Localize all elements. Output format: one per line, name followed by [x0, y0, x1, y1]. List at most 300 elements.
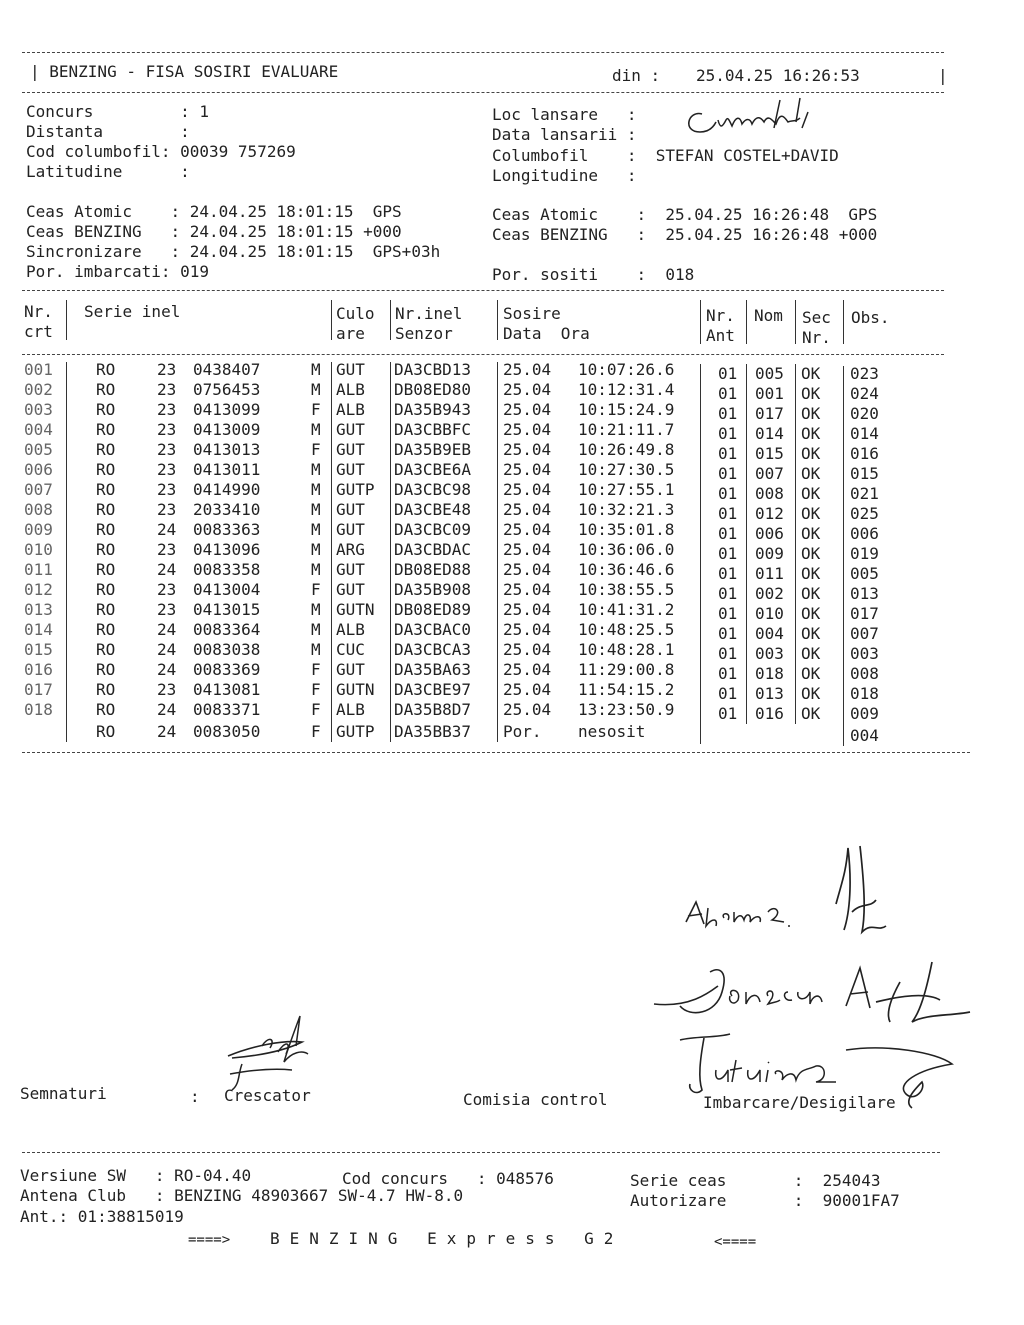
cell-nr: 012	[24, 580, 53, 599]
cell-ant: 01	[718, 444, 738, 463]
cell-nom: 016	[755, 704, 784, 723]
cell-nr: 004	[24, 420, 53, 439]
cell-ring: 0083050	[193, 722, 261, 741]
cell-obs: 016	[850, 444, 879, 463]
cell-nom: 008	[755, 484, 784, 503]
cell-ring: 0413099	[193, 400, 261, 419]
cell-sex: M	[311, 560, 321, 579]
cell-country: RO	[96, 722, 116, 741]
cell-ring: 0413013	[193, 440, 261, 459]
table-row-right	[0, 424, 1024, 444]
cell-sensor: DA35BB37	[394, 722, 472, 741]
cell-year: 23	[157, 480, 177, 499]
col-divider	[66, 300, 67, 340]
cell-country: RO	[96, 460, 116, 479]
cell-ring: 0083371	[193, 700, 261, 719]
cell-sec: OK	[801, 564, 821, 583]
cell-ant: 01	[718, 584, 738, 603]
col-sec-header: Sec	[802, 308, 831, 327]
cell-sensor: DA35B8D7	[394, 700, 472, 719]
cell-ring: 0083369	[193, 660, 261, 679]
cell-year: 23	[157, 460, 177, 479]
cell-sex: F	[311, 680, 321, 699]
cell-sex: M	[311, 520, 321, 539]
cell-country: RO	[96, 540, 116, 559]
cell-time: 10:38:55.5	[578, 580, 675, 599]
cell-color: GUT	[336, 560, 365, 579]
cell-date: 25.04	[503, 380, 552, 399]
table-row-right	[0, 624, 1024, 644]
cell-nr: 007	[24, 480, 53, 499]
cell-sec: OK	[801, 604, 821, 623]
table-row-right	[0, 444, 1024, 464]
cell-date: 25.04	[503, 660, 552, 679]
table-row-right	[0, 464, 1024, 484]
table-row-right	[0, 684, 1024, 704]
cell-time: 10:32:21.3	[578, 500, 675, 519]
cell-sec: OK	[801, 444, 821, 463]
cell-nom: 012	[755, 504, 784, 523]
cell-ant: 01	[718, 624, 738, 643]
brand-arrow-right: <====	[714, 1234, 757, 1250]
cell-ant: 01	[718, 464, 738, 483]
cell-nr: 008	[24, 500, 53, 519]
cell-ring: 0413009	[193, 420, 261, 439]
cell-nr: 018	[24, 700, 53, 719]
cell-sex: F	[311, 700, 321, 719]
por-imbarcati-field: Por. imbarcati: 019	[26, 262, 210, 281]
table-row-right	[0, 524, 1024, 544]
col-sosire-header: Sosire	[503, 304, 561, 323]
cell-nom: 007	[755, 464, 784, 483]
concurs-field: Concurs : 1	[26, 102, 210, 121]
comisia-control-label: Comisia control	[463, 1090, 608, 1109]
table-row-right	[0, 404, 1024, 424]
cell-sensor: DA3CBDAC	[394, 540, 472, 559]
cell-ant: 01	[718, 424, 738, 443]
cell-date: 25.04	[503, 500, 552, 519]
cell-country: RO	[96, 520, 116, 539]
cell-date: 25.04	[503, 400, 552, 419]
por-sositi-field: Por. sositi : 018	[492, 265, 695, 284]
cell-ant: 01	[718, 544, 738, 563]
cell-sensor: DB08ED89	[394, 600, 472, 619]
cell-time: 10:36:06.0	[578, 540, 675, 559]
versiune-sw: Versiune SW : RO-04.40	[20, 1166, 252, 1185]
cell-sensor: DA3CBC09	[394, 520, 472, 539]
cell-date: 25.04	[503, 700, 552, 719]
table-row-right	[0, 726, 1024, 746]
cell-sec: OK	[801, 624, 821, 643]
cell-ring: 0083364	[193, 620, 261, 639]
cell-country: RO	[96, 700, 116, 719]
col-nr-ant-header: Nr.	[706, 306, 735, 325]
cell-ant: 01	[718, 524, 738, 543]
cell-nom: 009	[755, 544, 784, 563]
cell-obs: 017	[850, 604, 879, 623]
table-row-right	[0, 644, 1024, 664]
cell-sex: F	[311, 440, 321, 459]
print-datetime: 25.04.25 16:26:53	[696, 66, 860, 85]
cell-time: 10:21:11.7	[578, 420, 675, 439]
cell-sensor: DA35B9EB	[394, 440, 472, 459]
cell-sensor: DA3CBE6A	[394, 460, 472, 479]
col-divider	[795, 300, 796, 344]
cell-sex: M	[311, 380, 321, 399]
cell-country: RO	[96, 660, 116, 679]
col-nr-header: Nr.	[24, 302, 53, 321]
cod-columbofil-field: Cod columbofil: 00039 757269	[26, 142, 296, 161]
cell-time: 10:36:46.6	[578, 560, 675, 579]
brand-arrow-left: ====>	[188, 1232, 231, 1248]
cell-sensor: DA3CBE97	[394, 680, 472, 699]
cell-country: RO	[96, 560, 116, 579]
cell-sex: M	[311, 600, 321, 619]
table-row-right	[0, 364, 1024, 384]
cell-time: 10:07:26.6	[578, 360, 675, 379]
cell-nr: 005	[24, 440, 53, 459]
cell-date: 25.04	[503, 640, 552, 659]
col-obs-header: Obs.	[851, 308, 890, 327]
cell-ant: 01	[718, 504, 738, 523]
cell-time: 10:15:24.9	[578, 400, 675, 419]
cell-color: GUT	[336, 660, 365, 679]
semnaturi-colon: :	[190, 1087, 200, 1106]
col-nrinel-header: Nr.inel	[395, 304, 463, 323]
cell-nom: 017	[755, 404, 784, 423]
cell-country: RO	[96, 680, 116, 699]
cell-obs: 008	[850, 664, 879, 683]
cell-country: RO	[96, 440, 116, 459]
cell-sensor: DA3CBC98	[394, 480, 472, 499]
col-sec-nr-header: Nr.	[802, 328, 831, 347]
cell-sec: OK	[801, 424, 821, 443]
cell-sensor: DA35B943	[394, 400, 472, 419]
col-divider	[390, 300, 391, 340]
data-lansarii-field: Data lansarii :	[492, 125, 637, 144]
cell-obs: 021	[850, 484, 879, 503]
cell-year: 23	[157, 360, 177, 379]
cell-sec: OK	[801, 404, 821, 423]
cell-date: 25.04	[503, 480, 552, 499]
cell-sex: F	[311, 400, 321, 419]
cell-ring: 0413096	[193, 540, 261, 559]
cod-concurs: Cod concurs : 048576	[342, 1169, 554, 1188]
cell-color: CUC	[336, 640, 365, 659]
cell-color: ALB	[336, 400, 365, 419]
cell-ring: 0413081	[193, 680, 261, 699]
cell-color: GUT	[336, 500, 365, 519]
cell-ring: 0083038	[193, 640, 261, 659]
cell-year: 24	[157, 700, 177, 719]
cell-color: GUT	[336, 440, 365, 459]
antena-club: Antena Club : BENZING 48903667 SW-4.7 HW-8.0	[20, 1186, 464, 1205]
cell-color: GUTN	[336, 600, 375, 619]
cell-ring: 0414990	[193, 480, 261, 499]
cell-country: RO	[96, 420, 116, 439]
cell-sex: M	[311, 480, 321, 499]
cell-sec: OK	[801, 504, 821, 523]
cell-nom: 003	[755, 644, 784, 663]
footer-rule	[22, 1152, 940, 1153]
cell-date: 25.04	[503, 460, 552, 479]
title-bar-right: |	[938, 66, 948, 85]
cell-obs: 014	[850, 424, 879, 443]
col-data-ora-header: Data Ora	[503, 324, 590, 343]
cell-sex: M	[311, 360, 321, 379]
cell-nom: 013	[755, 684, 784, 703]
cell-time: 10:35:01.8	[578, 520, 675, 539]
cell-country: RO	[96, 360, 116, 379]
cell-sex: M	[311, 460, 321, 479]
table-row-right	[0, 504, 1024, 524]
cell-obs: 013	[850, 584, 879, 603]
cell-obs: 006	[850, 524, 879, 543]
cell-date: 25.04	[503, 620, 552, 639]
cell-ring: 0413011	[193, 460, 261, 479]
cell-sensor: DA3CBAC0	[394, 620, 472, 639]
cell-nom: 018	[755, 664, 784, 683]
table-row-right	[0, 584, 1024, 604]
cell-color: GUT	[336, 580, 365, 599]
cell-ring: 0756453	[193, 380, 261, 399]
cell-nom: 001	[755, 384, 784, 403]
cell-nom: 011	[755, 564, 784, 583]
cell-obs: 007	[850, 624, 879, 643]
signature-absalonei	[676, 842, 916, 962]
columbofil-field: Columbofil : STEFAN COSTEL+DAVID	[492, 146, 839, 165]
cell-country: RO	[96, 400, 116, 419]
cell-nr: 003	[24, 400, 53, 419]
cell-sec: OK	[801, 664, 821, 683]
table-row-right	[0, 604, 1024, 624]
cell-nom: 004	[755, 624, 784, 643]
cell-country: RO	[96, 480, 116, 499]
col-divider	[843, 300, 844, 344]
cell-ant: 01	[718, 644, 738, 663]
top-rule	[22, 52, 944, 53]
cell-obs: 020	[850, 404, 879, 423]
cell-ant: 01	[718, 704, 738, 723]
cell-country: RO	[96, 380, 116, 399]
cell-time: 10:48:25.5	[578, 620, 675, 639]
cell-year: 23	[157, 580, 177, 599]
cell-country: RO	[96, 500, 116, 519]
signature-crescator	[222, 1012, 332, 1092]
table-bottom-rule	[22, 752, 970, 753]
cell-nom: 002	[755, 584, 784, 603]
col-divider	[497, 300, 498, 340]
col-culoare-header: Culo	[336, 304, 375, 323]
cell-obs: 019	[850, 544, 879, 563]
cell-sec: OK	[801, 364, 821, 383]
ceas-benzing-start: Ceas BENZING : 24.04.25 18:01:15 +000	[26, 222, 402, 241]
cell-sex: M	[311, 500, 321, 519]
cell-sensor: DB08ED80	[394, 380, 472, 399]
document-title: | BENZING - FISA SOSIRI EVALUARE	[30, 62, 339, 81]
cell-color: GUTP	[336, 722, 375, 741]
latitudine-field: Latitudine :	[26, 162, 190, 181]
cell-date: 25.04	[503, 600, 552, 619]
cell-year: 24	[157, 660, 177, 679]
cell-sec: OK	[801, 544, 821, 563]
distanta-field: Distanta :	[26, 122, 190, 141]
cell-ant: 01	[718, 404, 738, 423]
brand-banner: BENZING Express G2	[270, 1229, 624, 1248]
cell-sec: OK	[801, 524, 821, 543]
cell-color: GUT	[336, 360, 365, 379]
cell-time: 10:27:30.5	[578, 460, 675, 479]
cell-sec: OK	[801, 684, 821, 703]
cell-obs: 023	[850, 364, 879, 383]
cell-year: 23	[157, 440, 177, 459]
ceas-atomic-start: Ceas Atomic : 24.04.25 18:01:15 GPS	[26, 202, 402, 221]
ceas-benzing-end: Ceas BENZING : 25.04.25 16:26:48 +000	[492, 225, 878, 244]
cell-ring: 2033410	[193, 500, 261, 519]
col-divider	[331, 300, 332, 340]
col-divider	[700, 300, 701, 344]
cell-ant: 01	[718, 384, 738, 403]
cell-ring: 0413004	[193, 580, 261, 599]
cell-date: 25.04	[503, 580, 552, 599]
cell-ant: 01	[718, 484, 738, 503]
cell-sensor: DA35BA63	[394, 660, 472, 679]
cell-nr: 011	[24, 560, 53, 579]
cell-sex: F	[311, 580, 321, 599]
cell-date: 25.04	[503, 680, 552, 699]
cell-ring: 0083363	[193, 520, 261, 539]
table-header-rule	[22, 354, 944, 355]
cell-sensor: DA35B908	[394, 580, 472, 599]
cell-date: 25.04	[503, 560, 552, 579]
cell-year: 24	[157, 560, 177, 579]
cell-time: 13:23:50.9	[578, 700, 675, 719]
cell-time: nesosit	[578, 722, 646, 741]
cell-time: 11:54:15.2	[578, 680, 675, 699]
cell-color: GUT	[336, 420, 365, 439]
cell-nr: 014	[24, 620, 53, 639]
cell-time: 10:48:28.1	[578, 640, 675, 659]
cell-obs: 018	[850, 684, 879, 703]
cell-date: 25.04	[503, 540, 552, 559]
col-divider	[746, 300, 747, 344]
cell-nr: 006	[24, 460, 53, 479]
cell-date: Por.	[503, 722, 542, 741]
col-serie-header: Serie inel	[84, 302, 181, 321]
cell-sec: OK	[801, 384, 821, 403]
signature-ionescu	[650, 952, 980, 1032]
cell-nom: 010	[755, 604, 784, 623]
table-row-right	[0, 704, 1024, 724]
cell-time: 10:41:31.2	[578, 600, 675, 619]
cell-nr: 015	[24, 640, 53, 659]
cell-nom: 015	[755, 444, 784, 463]
cell-sex: F	[311, 722, 321, 741]
cell-year: 24	[157, 640, 177, 659]
cell-year: 24	[157, 520, 177, 539]
cell-sex: M	[311, 640, 321, 659]
cell-ant: 01	[718, 364, 738, 383]
cell-country: RO	[96, 620, 116, 639]
cell-nr: 016	[24, 660, 53, 679]
col-nom-header: Nom	[754, 306, 783, 325]
cell-country: RO	[96, 580, 116, 599]
cell-sec: OK	[801, 704, 821, 723]
cell-color: GUTN	[336, 680, 375, 699]
cell-sensor: DA3CBBFC	[394, 420, 472, 439]
cell-year: 23	[157, 540, 177, 559]
table-row-right	[0, 544, 1024, 564]
table-row-right	[0, 384, 1024, 404]
sincronizare-field: Sincronizare : 24.04.25 18:01:15 GPS+03h	[26, 242, 441, 261]
cell-sec: OK	[801, 464, 821, 483]
semnaturi-label: Semnaturi	[20, 1084, 107, 1103]
cell-color: ALB	[336, 700, 365, 719]
cell-color: ALB	[336, 620, 365, 639]
cell-ring: 0083358	[193, 560, 261, 579]
cell-sex: M	[311, 620, 321, 639]
cell-obs: 005	[850, 564, 879, 583]
cell-nom: 006	[755, 524, 784, 543]
din-label: din :	[612, 66, 661, 85]
cell-time: 11:29:00.8	[578, 660, 675, 679]
cell-sex: M	[311, 420, 321, 439]
cell-obs: 015	[850, 464, 879, 483]
cell-sensor: DA3CBCA3	[394, 640, 472, 659]
cell-ring: 0413015	[193, 600, 261, 619]
cell-date: 25.04	[503, 420, 552, 439]
table-row-right	[0, 484, 1024, 504]
cell-nr: 017	[24, 680, 53, 699]
cell-year: 23	[157, 400, 177, 419]
ceas-atomic-end: Ceas Atomic : 25.04.25 16:26:48 GPS	[492, 205, 878, 224]
cell-color: GUTP	[336, 480, 375, 499]
ant-serial: Ant.: 01:38815019	[20, 1207, 184, 1226]
table-top-rule	[22, 290, 944, 291]
cell-color: ALB	[336, 380, 365, 399]
cell-date: 25.04	[503, 360, 552, 379]
col-crt-header: crt	[24, 322, 53, 341]
cell-color: GUT	[336, 520, 365, 539]
cell-ant: 01	[718, 664, 738, 683]
cell-nr: 010	[24, 540, 53, 559]
cell-ring: 0438407	[193, 360, 261, 379]
crescator-label: Crescator	[224, 1086, 311, 1105]
table-row-right	[0, 564, 1024, 584]
cell-country: RO	[96, 600, 116, 619]
col-ant-header: Ant	[706, 326, 735, 345]
cell-year: 23	[157, 500, 177, 519]
cell-nom: 005	[755, 364, 784, 383]
cell-sex: M	[311, 540, 321, 559]
cell-sensor: DB08ED88	[394, 560, 472, 579]
cell-year: 24	[157, 722, 177, 741]
imbarcare-desigilare-label: Imbarcare/Desigilare	[703, 1093, 896, 1112]
cell-time: 10:27:55.1	[578, 480, 675, 499]
cell-obs: 009	[850, 704, 879, 723]
handwritten-location	[680, 92, 830, 142]
cell-year: 23	[157, 600, 177, 619]
cell-time: 10:26:49.8	[578, 440, 675, 459]
cell-year: 24	[157, 620, 177, 639]
cell-sec: OK	[801, 644, 821, 663]
cell-year: 23	[157, 680, 177, 699]
cell-nr: 001	[24, 360, 53, 379]
cell-sensor: DA3CBE48	[394, 500, 472, 519]
cell-color: ARG	[336, 540, 365, 559]
cell-sex: F	[311, 660, 321, 679]
cell-country: RO	[96, 640, 116, 659]
